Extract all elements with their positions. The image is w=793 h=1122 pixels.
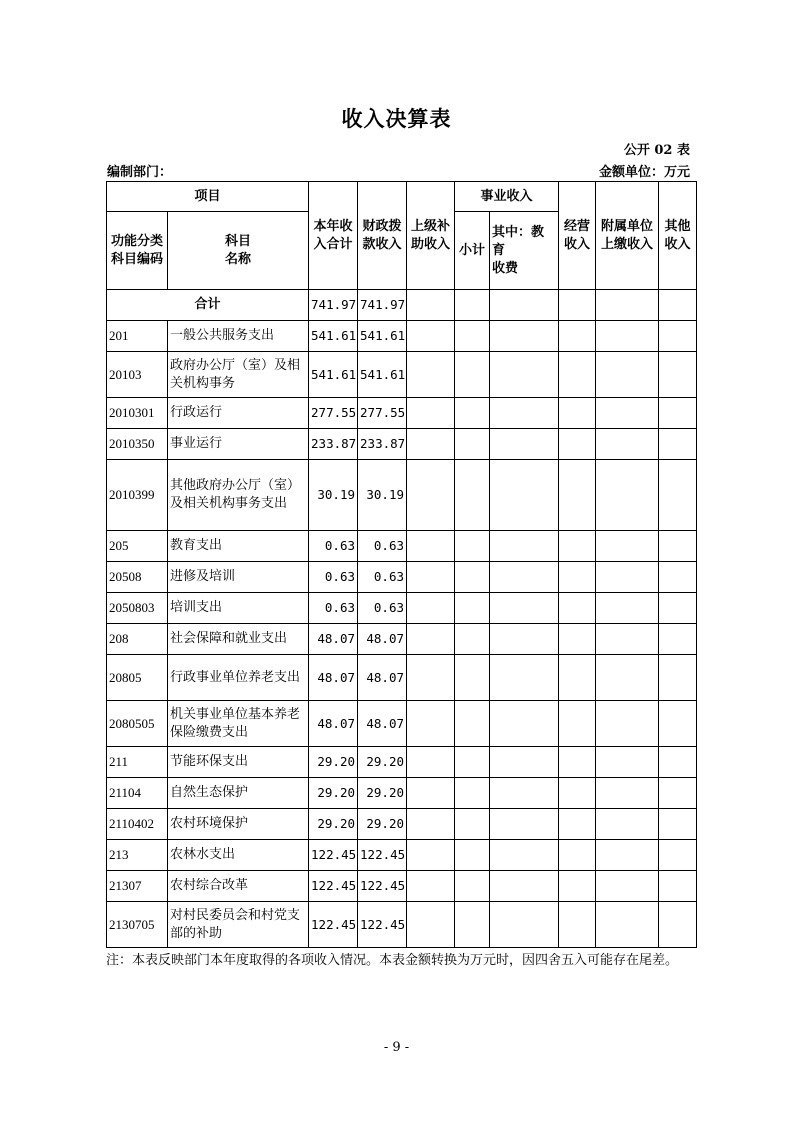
row-name: 农村环境保护	[168, 809, 309, 840]
table-row	[107, 624, 697, 655]
row-fiscal: 48.07	[358, 701, 407, 747]
empty-cell	[659, 290, 697, 321]
row-code: 2050803	[107, 593, 168, 624]
empty-cell	[455, 655, 490, 701]
empty-cell	[659, 593, 697, 624]
row-code: 2080505	[107, 701, 168, 747]
header-total-income	[309, 182, 358, 290]
row-name: 事业运行	[168, 429, 309, 460]
row-fiscal: 30.19	[358, 460, 407, 531]
empty-cell	[596, 531, 659, 562]
empty-cell	[659, 352, 697, 398]
empty-cell	[455, 624, 490, 655]
header-superior	[407, 182, 455, 290]
row-code: 201	[107, 321, 168, 352]
empty-cell	[659, 562, 697, 593]
row-fiscal: 29.20	[358, 747, 407, 778]
empty-cell	[559, 290, 596, 321]
empty-cell	[455, 531, 490, 562]
empty-cell	[559, 398, 596, 429]
empty-cell	[490, 290, 559, 321]
header-project: 项目	[107, 182, 309, 212]
table-code: 公开 02 表	[623, 143, 690, 158]
empty-cell	[596, 701, 659, 747]
empty-cell	[659, 747, 697, 778]
empty-cell	[596, 321, 659, 352]
empty-cell	[659, 701, 697, 747]
row-code: 205	[107, 531, 168, 562]
page-title: 收入决算表	[341, 106, 452, 131]
empty-cell	[659, 429, 697, 460]
empty-cell	[455, 460, 490, 531]
page-number: - 9 -	[383, 1040, 410, 1055]
empty-cell	[407, 871, 455, 902]
row-name: 政府办公厅（室）及相关机构事务	[168, 352, 309, 398]
row-fiscal: 0.63	[358, 562, 407, 593]
row-fiscal: 48.07	[358, 624, 407, 655]
empty-cell	[559, 655, 596, 701]
row-code: 211	[107, 747, 168, 778]
table-row	[107, 778, 697, 809]
empty-cell	[407, 290, 455, 321]
row-fiscal: 277.55	[358, 398, 407, 429]
empty-cell	[559, 809, 596, 840]
header-edu-fee-text: 其中：教育 收费	[492, 224, 545, 276]
header-func-code-text: 功能分类 科目编码	[110, 233, 163, 267]
row-code: 21307	[107, 871, 168, 902]
empty-cell	[559, 701, 596, 747]
empty-cell	[407, 562, 455, 593]
header-affiliated-text: 附属单位 上缴收入	[601, 218, 654, 252]
empty-cell	[659, 321, 697, 352]
empty-cell	[659, 778, 697, 809]
table-row	[107, 531, 697, 562]
empty-cell	[455, 398, 490, 429]
empty-cell	[490, 778, 559, 809]
table-row	[107, 321, 697, 352]
empty-cell	[490, 593, 559, 624]
row-name: 自然生态保护	[168, 778, 309, 809]
row-fiscal: 48.07	[358, 655, 407, 701]
empty-cell	[490, 321, 559, 352]
empty-cell	[490, 624, 559, 655]
empty-cell	[407, 352, 455, 398]
row-total-income: 233.87	[309, 429, 358, 460]
empty-cell	[455, 321, 490, 352]
row-total-income: 30.19	[309, 460, 358, 531]
empty-cell	[559, 352, 596, 398]
empty-cell	[407, 747, 455, 778]
row-name: 机关事业单位基本养老保险缴费支出	[168, 701, 309, 747]
empty-cell	[407, 531, 455, 562]
header-other	[659, 182, 697, 290]
row-fiscal: 29.20	[358, 809, 407, 840]
row-name: 农林水支出	[168, 840, 309, 871]
row-total-income: 122.45	[309, 840, 358, 871]
table-note: 注：本表反映部门本年度取得的各项收入情况。本表金额转换为万元时，因四舍五入可能存在尾差。	[106, 953, 679, 968]
empty-cell	[559, 840, 596, 871]
row-total-income: 29.20	[309, 747, 358, 778]
empty-cell	[455, 778, 490, 809]
row-fiscal: 29.20	[358, 778, 407, 809]
row-fiscal: 0.63	[358, 531, 407, 562]
empty-cell	[596, 778, 659, 809]
row-fiscal: 122.45	[358, 902, 407, 948]
empty-cell	[596, 398, 659, 429]
header-superior-text: 上级补 助收入	[411, 218, 451, 252]
empty-cell	[490, 840, 559, 871]
header-total-income-text: 本年收 入合计	[313, 218, 353, 252]
row-name: 行政事业单位养老支出	[168, 655, 309, 701]
empty-cell	[407, 655, 455, 701]
empty-cell	[407, 398, 455, 429]
table-row	[107, 747, 697, 778]
table-row	[107, 429, 697, 460]
row-name: 社会保障和就业支出	[168, 624, 309, 655]
empty-cell	[596, 747, 659, 778]
empty-cell	[407, 902, 455, 948]
row-name: 教育支出	[168, 531, 309, 562]
row-name: 进修及培训	[168, 562, 309, 593]
row-fiscal: 541.61	[358, 321, 407, 352]
empty-cell	[596, 624, 659, 655]
row-name: 行政运行	[168, 398, 309, 429]
empty-cell	[559, 531, 596, 562]
empty-cell	[490, 398, 559, 429]
empty-cell	[407, 460, 455, 531]
row-code: 2010350	[107, 429, 168, 460]
empty-cell	[596, 593, 659, 624]
header-fiscal	[358, 182, 407, 290]
row-total-income: 0.63	[309, 531, 358, 562]
empty-cell	[407, 321, 455, 352]
empty-cell	[559, 593, 596, 624]
empty-cell	[455, 562, 490, 593]
row-name: 一般公共服务支出	[168, 321, 309, 352]
empty-cell	[490, 902, 559, 948]
empty-cell	[455, 701, 490, 747]
empty-cell	[659, 398, 697, 429]
table-row	[107, 655, 697, 701]
row-total-income: 122.45	[309, 902, 358, 948]
header-subtotal: 小计	[455, 212, 490, 290]
empty-cell	[596, 562, 659, 593]
row-fiscal: 233.87	[358, 429, 407, 460]
empty-cell	[596, 902, 659, 948]
row-code: 20508	[107, 562, 168, 593]
empty-cell	[407, 840, 455, 871]
row-total-income: 48.07	[309, 624, 358, 655]
empty-cell	[559, 429, 596, 460]
row-total-income: 0.63	[309, 562, 358, 593]
empty-cell	[490, 871, 559, 902]
empty-cell	[490, 460, 559, 531]
empty-cell	[490, 655, 559, 701]
empty-cell	[559, 747, 596, 778]
table-row	[107, 809, 697, 840]
row-code: 2010301	[107, 398, 168, 429]
empty-cell	[659, 902, 697, 948]
row-code: 2010399	[107, 460, 168, 531]
empty-cell	[455, 290, 490, 321]
row-total-income: 277.55	[309, 398, 358, 429]
empty-cell	[559, 902, 596, 948]
row-total-income: 48.07	[309, 655, 358, 701]
empty-cell	[659, 809, 697, 840]
row-name: 农村综合改革	[168, 871, 309, 902]
row-code: 208	[107, 624, 168, 655]
empty-cell	[455, 747, 490, 778]
row-code: 213	[107, 840, 168, 871]
empty-cell	[490, 701, 559, 747]
empty-cell	[455, 840, 490, 871]
empty-cell	[559, 562, 596, 593]
row-code: 20103	[107, 352, 168, 398]
empty-cell	[596, 655, 659, 701]
empty-cell	[490, 562, 559, 593]
empty-cell	[659, 624, 697, 655]
empty-cell	[596, 840, 659, 871]
row-code: 20805	[107, 655, 168, 701]
header-affiliated	[596, 182, 659, 290]
table-row	[107, 460, 697, 531]
empty-cell	[455, 871, 490, 902]
header-operating-text: 经营 收入	[564, 218, 591, 252]
table-row	[107, 593, 697, 624]
total-income-value: 741.97	[309, 290, 358, 321]
empty-cell	[659, 531, 697, 562]
empty-cell	[490, 809, 559, 840]
empty-cell	[455, 809, 490, 840]
empty-cell	[407, 593, 455, 624]
row-total-income: 541.61	[309, 321, 358, 352]
empty-cell	[490, 352, 559, 398]
header-subject-name-text: 科目 名称	[225, 233, 252, 267]
empty-cell	[596, 460, 659, 531]
row-fiscal: 122.45	[358, 840, 407, 871]
empty-cell	[559, 871, 596, 902]
empty-cell	[559, 624, 596, 655]
header-operating	[559, 182, 596, 290]
empty-cell	[407, 778, 455, 809]
row-total-income: 0.63	[309, 593, 358, 624]
empty-cell	[596, 809, 659, 840]
empty-cell	[490, 747, 559, 778]
row-code: 2110402	[107, 809, 168, 840]
row-total-income: 541.61	[309, 352, 358, 398]
header-subject-name	[168, 212, 309, 290]
empty-cell	[455, 593, 490, 624]
total-label: 合计	[107, 290, 309, 321]
header-business-income: 事业收入	[455, 182, 559, 212]
empty-cell	[559, 778, 596, 809]
table-row	[107, 871, 697, 902]
total-row	[107, 290, 697, 321]
empty-cell	[596, 871, 659, 902]
empty-cell	[455, 902, 490, 948]
row-name: 其他政府办公厅（室）及相关机构事务支出	[168, 460, 309, 531]
empty-cell	[455, 429, 490, 460]
empty-cell	[596, 429, 659, 460]
table-row	[107, 562, 697, 593]
empty-cell	[596, 290, 659, 321]
empty-cell	[559, 460, 596, 531]
empty-cell	[407, 701, 455, 747]
row-total-income: 29.20	[309, 809, 358, 840]
dept-label: 编制部门：	[107, 165, 173, 180]
table-row	[107, 701, 697, 747]
row-fiscal: 0.63	[358, 593, 407, 624]
empty-cell	[407, 429, 455, 460]
row-code: 2130705	[107, 902, 168, 948]
empty-cell	[659, 655, 697, 701]
total-fiscal-value: 741.97	[358, 290, 407, 321]
header-func-code	[107, 212, 168, 290]
row-name: 节能环保支出	[168, 747, 309, 778]
empty-cell	[659, 840, 697, 871]
table-row	[107, 840, 697, 871]
row-code: 21104	[107, 778, 168, 809]
row-fiscal: 122.45	[358, 871, 407, 902]
empty-cell	[659, 871, 697, 902]
empty-cell	[559, 321, 596, 352]
empty-cell	[407, 809, 455, 840]
row-name: 对村民委员会和村党支部的补助	[168, 902, 309, 948]
header-other-text: 其他 收入	[664, 218, 691, 252]
empty-cell	[490, 531, 559, 562]
unit-label: 金额单位：万元	[598, 165, 690, 180]
table-row	[107, 902, 697, 948]
table-row	[107, 352, 697, 398]
empty-cell	[659, 460, 697, 531]
row-name: 培训支出	[168, 593, 309, 624]
row-fiscal: 541.61	[358, 352, 407, 398]
empty-cell	[455, 352, 490, 398]
header-edu-fee	[490, 212, 559, 290]
row-total-income: 48.07	[309, 701, 358, 747]
row-total-income: 29.20	[309, 778, 358, 809]
empty-cell	[490, 429, 559, 460]
header-fiscal-text: 财政拨 款收入	[362, 218, 402, 252]
income-table	[106, 181, 697, 948]
empty-cell	[407, 624, 455, 655]
empty-cell	[596, 352, 659, 398]
table-row	[107, 398, 697, 429]
row-total-income: 122.45	[309, 871, 358, 902]
